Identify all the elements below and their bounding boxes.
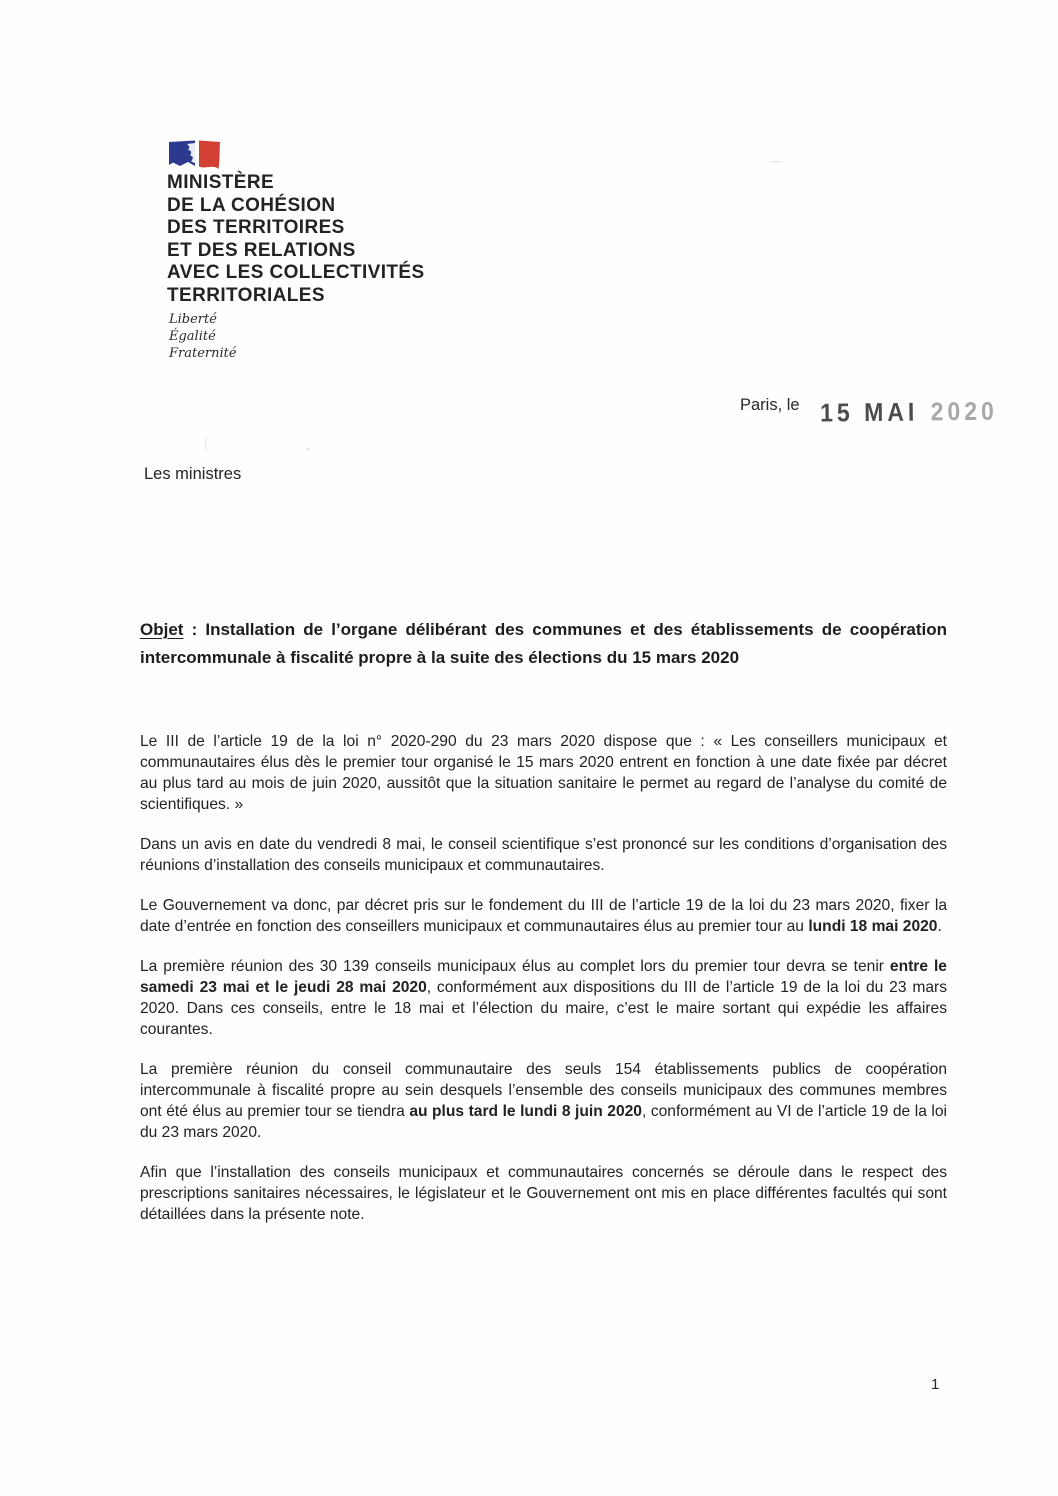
paragraph-scientific-council: Dans un avis en date du vendredi 8 mai, le conseil scientifique s’est prononcé sur les conditions d’organisation des réunions d’installation des conseils municipaux et communautaires.	[140, 836, 947, 874]
subject-separator: :	[183, 620, 206, 639]
letter-body	[140, 731, 947, 1244]
page-number: 1	[931, 1376, 940, 1393]
ministry-name-block	[167, 172, 425, 308]
motto-line: Égalité	[169, 329, 216, 344]
paragraph-law-quote: Le III de l’article 19 de la loi n° 2020-290 du 23 mars 2020 dispose que : « Les conseillers municipaux et communautaires élus dès le premier tour organisé le 15 mars 2020 entrent en fonction à une date fixée par décret au plus tard au mois de juin 2020, aussitôt que la situation sanitaire le permet au regard de l’analyse du comité de scientifiques. »	[140, 733, 947, 813]
french-republic-logo	[168, 139, 222, 172]
ministry-line: ET DES RELATIONS	[167, 239, 356, 261]
motto-line: Fraternité	[169, 346, 237, 361]
recipient: Les ministres	[144, 465, 242, 483]
subject-label: Objet	[140, 620, 184, 639]
paragraph-municipal-councils: La première réunion des 30 139 conseils municipaux élus au complet lors du premier tour devra se tenir entre le samedi 23 mai et le jeudi 28 mai 2020, conformément aux dispositions du III de l’article 19 de la loi du 23 mars 2020. Dans ces conseils, entre le 18 mai et l’élection du maire, c’est le maire sortant qui expédie les affaires courantes.	[140, 958, 947, 1038]
date-place-label: Paris, le	[740, 396, 800, 414]
date-stamp	[820, 396, 998, 428]
ministry-line: TERRITORIALES	[167, 284, 325, 306]
paragraph-community-councils: La première réunion du conseil communautaire des seuls 154 établissements publics de coopération intercommunale à fiscalité propre au sein desquels l’ensemble des conseils municipaux des communes membres ont été élus au premier tour se tiendra au plus tard le lundi 8 juin 2020, conformément au VI de l’article 19 de la loi du 23 mars 2020.	[140, 1061, 947, 1141]
paragraph-sanitary-measures: Afin que l’installation des conseils municipaux et communautaires concernés se déroule dans le respect des prescriptions sanitaires nécessaires, le législateur et le Gouvernement ont mis en place différentes facultés qui sont détaillées dans la présente note.	[140, 1164, 947, 1223]
stamp-year: 2020	[930, 396, 998, 426]
paragraph-decree-date: Le Gouvernement va donc, par décret pris sur le fondement du III de l’article 19 de la loi du 23 mars 2020, fixer la date d’entrée en fonction des conseillers municipaux et communautaires élus au premier tour au lundi 18 mai 2020.	[140, 897, 947, 935]
tricolor-flag-icon	[168, 139, 222, 172]
scan-artifact	[770, 161, 782, 168]
ministry-line: AVEC LES COLLECTIVITÉS	[167, 262, 425, 284]
subject-text: Installation de l’organe délibérant des communes et des établissements de coopération intercommunale à fiscalité propre à la suite des élections du 15 mars 2020	[140, 620, 947, 667]
motto-line: Liberté	[169, 312, 217, 327]
scan-artifact	[205, 436, 214, 452]
stamp-day: 15 MAI	[820, 396, 919, 428]
ministry-line: DE LA COHÉSION	[167, 194, 336, 216]
scan-artifact	[306, 448, 309, 450]
ministry-line: DES TERRITOIRES	[167, 217, 345, 239]
subject-line	[140, 616, 947, 672]
republic-motto	[169, 311, 237, 362]
ministry-line: MINISTÈRE	[167, 172, 275, 193]
